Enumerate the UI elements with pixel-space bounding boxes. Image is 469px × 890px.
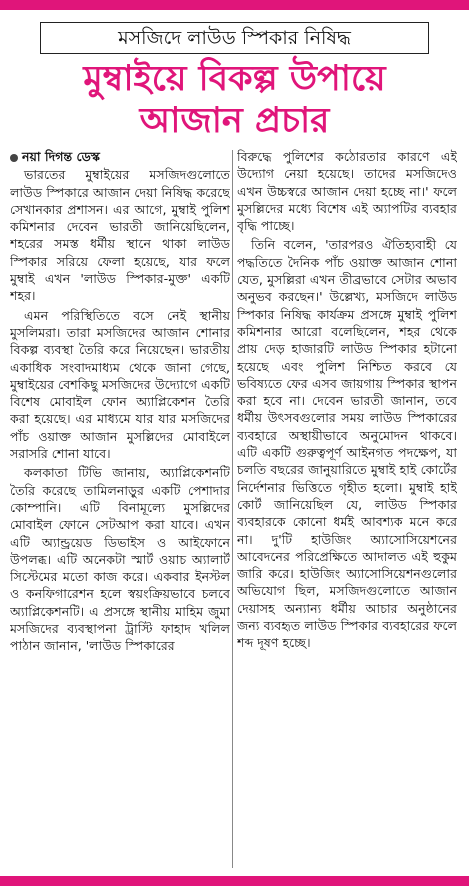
article-column-left <box>10 148 230 870</box>
headline-line-1: মুম্বাইয়ে বিকল্প উপায়ে <box>83 59 386 99</box>
byline-text: নয়া দিগন্ত ডেস্ক <box>22 149 100 164</box>
kicker-box: মসজিদে লাউড স্পিকার নিষিদ্ধ <box>40 22 429 54</box>
bullet-icon <box>10 154 18 162</box>
paragraph: এমন পরিস্থিতিতে বসে নেই স্থানীয় মুসলিমরা। তারা মসজিদের আজান শোনার বিকল্প ব্যবস্থা তৈরি করে নিয়েছেন। ভারতীয় একাধিক সংবাদমাধ্যম থেকে জানা গেছে, মুম্বাইয়ের বেশকিছু মসজিদের উদ্যোগে একটি বিশেষ মোবাইল ফোন অ্যাপ্লিকেশন তৈরি করা হয়েছে। এর মাধ্যমে যার যার মসজিদের পাঁচ ওয়াক্ত আজান মুসল্লিদের মোবাইলে সরাসরি শোনা যাবে। <box>10 307 230 462</box>
paragraph: ভারতের মুম্বাইয়ের মসজিদগুলোতে লাউড স্পিকারে আজান দেয়া নিষিদ্ধ করেছে সেখানকার প্রশাসন। এর আগে, মুম্বাই পুলিশ কমিশনার দেবেন ভারতী জানিয়েছিলেন, শহরের সমস্ত ধর্মীয় স্থানে থাকা লাউড স্পিকার সরিয়ে ফেলা হয়েছে, যার ফলে মুম্বাই এখন 'লাউড স্পিকার-মুক্ত' একটি শহর। <box>10 167 230 304</box>
top-accent-bar <box>0 0 469 10</box>
headline-line-2: আজান প্রচার <box>139 101 330 141</box>
headline <box>0 58 469 142</box>
article-column-right <box>237 148 457 870</box>
paragraph: তিনি বলেন, 'তারপরও ঐতিহ্যবাহী যে পদ্ধতিতে দৈনিক পাঁচ ওয়াক্ত আজান শোনা যেত, মুসল্লিরা এখন তীব্রভাবে সেটার অভাব অনুভব করছেন।' উল্লেখ্য, মসজিদে লাউড স্পিকার নিষিদ্ধ কার্যক্রম প্রসঙ্গে মুম্বাই পুলিশ কমিশনার আরো বলেছিলেন, শহর থেকে প্রায় দেড় হাজারটি লাউড স্পিকার হটানো হয়েছে এবং পুলিশ নিশ্চিত করবে যে ভবিষ্যতে ফের এসব জায়গায় স্পিকার স্থাপন করা হবে না। দেবেন ভারতী জানান, তবে ধর্মীয় উৎসবগুলোর সময় লাউড স্পিকারের ব্যবহারে অস্থায়ীভাবে অনুমোদন থাকবে। এটি একটি গুরুত্বপূর্ণ আইনগত পদক্ষেপ, যা চলতি বছরের জানুয়ারিতে মুম্বাই হাই কোর্টের নির্দেশনার ভিত্তিতে গৃহীত হলো। মুম্বাই হাই কোর্ট জানিয়েছিল যে, লাউড স্পিকার ব্যবহারকে কোনো ধর্মই আবশ্যক মনে করে না। দু'টি হাউজিং অ্যাসোসিয়েশনের আবেদনের পরিপ্রেক্ষিতে আদালত এই হুকুম জারি করে। হাউজিং অ্যাসোসিয়েশনগুলোর অভিযোগ ছিল, মসজিদগুলোতে আজান দেয়াসহ অন্যান্য ধর্মীয় আচার অনুষ্ঠানের জন্য ব্যবহৃত লাউড স্পিকার ব্যবহারের ফলে শব্দ দূষণ হচ্ছে। <box>237 237 457 651</box>
bottom-accent-bar <box>0 876 469 886</box>
byline <box>10 148 230 165</box>
paragraph: কলকাতা টিভি জানায়, অ্যাপ্লিকেশনটি তৈরি করেছে তামিলনাড়ুর একটি পেশাদার কোম্পানি। এটি বিনামূল্যে মুসল্লিদের মোবাইল ফোনে সেটআপ করা যাবে। এখন এটি অ্যান্ড্রয়েড ডিভাইস ও আইফোনে উপলব্ধ। এটি অনেকটা স্মার্ট ওয়াচ অ্যালার্ট সিস্টেমের মতো কাজ করে। একবার ইনস্টল ও কনফিগারেশন হলে স্বয়ংক্রিয়ভাবে চলবে অ্যাপ্লিকেশনটি। এ প্রসঙ্গে স্থানীয় মাহিম জুমা মসজিদের ব্যবস্থাপনা ট্রাস্টি ফাহাদ খলিল পাঠান জানান, 'লাউড স্পিকারের <box>10 465 230 654</box>
paragraph: বিরুদ্ধে পুলিশের কঠোরতার কারণে এই উদ্যোগ নেয়া হয়েছে। তাদের মসজিদেও এখন উচ্চস্বরে আজান দেয়া হচ্ছে না।' ফলে মুসল্লিদের মধ্যে বিশেষ এই অ্যাপটির ব্যবহার বৃদ্ধি পাচ্ছে। <box>237 149 457 234</box>
column-divider <box>232 150 233 868</box>
